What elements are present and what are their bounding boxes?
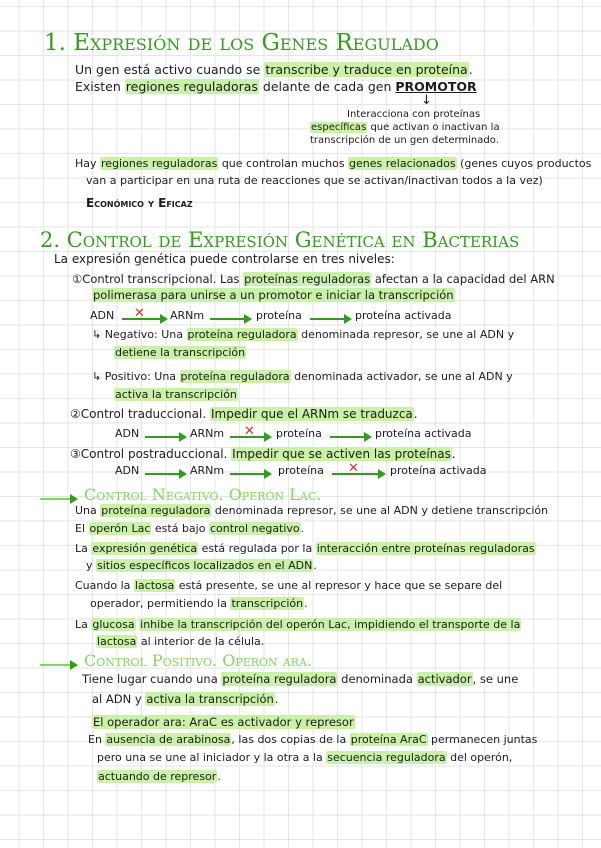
block-x-icon: ✕: [244, 424, 255, 439]
flow-arrow: [145, 473, 185, 475]
s1-note-1: Interacciona con proteínas: [347, 109, 481, 120]
positivo-line-2: activa la transcripción: [115, 388, 237, 401]
flow-arrow: [310, 318, 350, 320]
highlight: transcribe y traduce en proteína: [265, 62, 468, 77]
highlight: regiones reguladoras: [125, 79, 258, 94]
control-postraduccional: ③Control postraduccional. Impedir que se activen las proteínas.: [70, 447, 456, 461]
s1-para-2: van a participar en una ruta de reacciones que se activan/inactivan todos a la vez): [86, 174, 543, 187]
control-negativo-title: Control Negativo. Operón Lac.: [84, 485, 322, 504]
flow-3-activada: proteína activada: [390, 464, 487, 477]
neg-line-1: Una proteína reguladora denominada represor, se une al ADN y detiene transcripción: [75, 504, 549, 517]
flow-1-proteina: proteína: [256, 309, 302, 322]
pos-line-2: al ADN y activa la transcripción.: [92, 692, 279, 706]
section-arrow: [40, 498, 76, 500]
control-transcripcional-2: polimerasa para unirse a un promotor e iniciar la transcripción: [93, 288, 454, 302]
block-x-icon: ✕: [134, 306, 145, 321]
control-positivo-title: Control Positivo. Operón ara.: [84, 651, 313, 670]
pos-line-6: actuando de represor.: [98, 770, 221, 783]
s2-intro: La expresión genética puede controlarse en tres niveles:: [54, 252, 395, 266]
flow-1-adn: ADN: [90, 309, 115, 322]
neg-line-7: La glucosa inhibe la transcripción del operón Lac, impidiendo el transporte de la: [75, 618, 521, 631]
s1-line-2: Existen regiones reguladoras delante de cada gen PROMOTOR: [75, 79, 477, 94]
down-arrow: ↓: [421, 93, 432, 108]
pos-line-5: pero una se une al iniciador y la otra a la secuencia reguladora del operón,: [97, 751, 513, 764]
neg-line-8: lactosa al interior de la célula.: [97, 635, 265, 648]
s1-note-2: específicas que activan o inactivan la: [311, 122, 500, 133]
s1-line-1: Un gen está activo cuando se transcribe y traduce en proteína.: [75, 62, 473, 77]
flow-2-activada: proteína activada: [375, 427, 472, 440]
control-transcripcional: ①Control transcripcional. Las proteínas reguladoras afectan a la capacidad del ARN: [72, 272, 555, 286]
economico-eficaz: Económico y Eficaz: [86, 196, 193, 210]
promotor-label: PROMOTOR: [395, 79, 477, 94]
flow-arrow: [145, 436, 185, 438]
flow-2-proteina: proteína: [276, 427, 322, 440]
flow-1-arnm: ARNm: [170, 309, 205, 322]
negativo-line-1: ↳ Negativo: Una proteína reguladora denominada represor, se une al ADN y: [92, 328, 515, 341]
flow-arrow: [330, 436, 370, 438]
neg-line-3: La expresión genética está regulada por la interacción entre proteínas reguladoras: [75, 542, 535, 555]
section-2-title: 2. Control de Expresión Genética en Bacterias: [40, 228, 520, 252]
neg-line-2: El operón Lac está bajo control negativo.: [75, 522, 305, 535]
flow-arrow: [230, 473, 270, 475]
flow-3-proteina: proteína: [278, 464, 324, 477]
flow-1-activada: proteína activada: [355, 309, 452, 322]
neg-line-5: Cuando la lactosa está presente, se une al represor y hace que se separe del: [75, 579, 503, 592]
control-traduccional: ②Control traduccional. Impedir que el ARNm se traduzca.: [70, 407, 418, 421]
section-arrow: [40, 664, 76, 666]
neg-line-4: y sitios específicos localizados en el ADN.: [86, 559, 317, 572]
flow-2-arnm: ARNm: [190, 427, 225, 440]
positivo-line-1: ↳ Positivo: Una proteína reguladora denominada activador, se une al ADN y: [92, 370, 513, 383]
pos-line-3: El operador ara: AraC es activador y represor: [93, 715, 354, 729]
flow-arrow: [210, 318, 250, 320]
pos-line-4: En ausencia de arabinosa, las dos copias de la proteína AraC permanecen juntas: [88, 733, 538, 746]
flow-3-arnm: ARNm: [190, 464, 225, 477]
block-x-icon: ✕: [348, 461, 359, 476]
s1-para-1: Hay regiones reguladoras que controlan muchos genes relacionados (genes cuyos productos: [75, 157, 592, 170]
flow-3-adn: ADN: [115, 464, 140, 477]
s1-note-3: transcripción de un gen determinado.: [310, 135, 499, 146]
negativo-line-2: detiene la transcripción: [115, 346, 246, 359]
pos-line-1: Tiene lugar cuando una proteína reguladora denominada activador, se une: [82, 672, 519, 686]
neg-line-6: operador, permitiendo la transcripción.: [90, 597, 308, 610]
flow-2-adn: ADN: [115, 427, 140, 440]
section-1-title: 1. Expresión de los Genes Regulado: [44, 30, 439, 56]
